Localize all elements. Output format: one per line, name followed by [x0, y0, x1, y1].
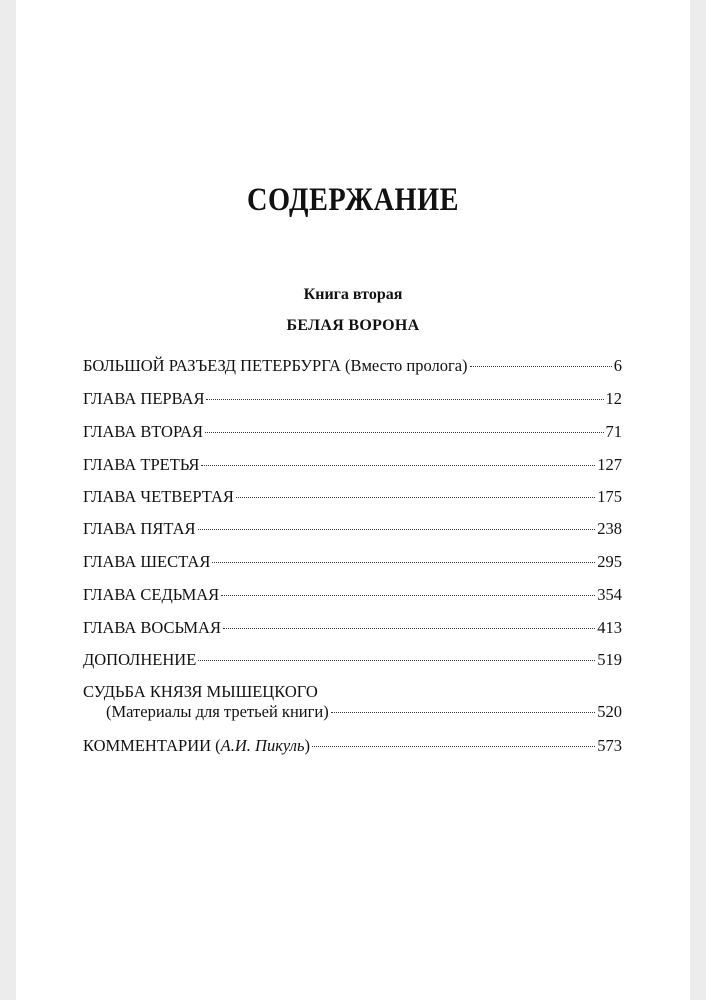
dot-leader: [221, 595, 595, 596]
toc-entry-chapter-5: [83, 519, 622, 539]
comments-label: КОММЕНТАРИИ (: [83, 736, 221, 755]
toc-entry-label: ГЛАВА ШЕСТАЯ: [83, 552, 211, 571]
toc-entry-label: ГЛАВА ПЕРВАЯ: [83, 389, 205, 408]
toc-entry-page: 295: [597, 552, 622, 571]
dot-leader: [331, 712, 596, 713]
toc-entry-chapter-7: [83, 585, 622, 605]
dot-leader: [312, 746, 595, 747]
toc-entry-chapter-6: [83, 552, 622, 572]
book-title-heading: БЕЛАЯ ВОРОНА: [286, 317, 420, 334]
toc-entry-chapter-1: [83, 389, 622, 409]
toc-entry-label: СУДЬБА КНЯЗЯ МЫШЕЦКОГО: [83, 682, 318, 701]
dot-leader: [470, 366, 612, 367]
dot-leader: [236, 497, 595, 498]
book-page: [16, 0, 690, 1000]
dot-leader: [205, 432, 604, 433]
toc-entry-subline: [83, 702, 622, 722]
dot-leader: [223, 628, 595, 629]
dot-leader: [206, 399, 603, 400]
toc-entry-label: ГЛАВА ЧЕТВЕРТАЯ: [83, 487, 234, 506]
toc-entry-chapter-4: [83, 487, 622, 507]
toc-entry-page: 175: [597, 487, 622, 506]
comments-close-paren: ): [304, 736, 310, 755]
toc-entry-page: 573: [597, 736, 622, 755]
dot-leader: [198, 660, 595, 661]
toc-entry-comments: [83, 736, 622, 756]
toc-entry-page: 354: [597, 585, 622, 604]
toc-entry-page: 127: [597, 455, 622, 474]
toc-entry-page: 519: [597, 650, 622, 669]
page-title: СОДЕРЖАНИЕ: [247, 182, 459, 218]
toc-entry-appendix: [83, 650, 622, 670]
toc-entry-fate-of-prince: [83, 682, 622, 722]
toc-entry-label: БОЛЬШОЙ РАЗЪЕЗД ПЕТЕРБУРГА (Вместо пролога): [83, 356, 468, 375]
toc-entry-label: ГЛАВА ПЯТАЯ: [83, 519, 196, 538]
toc-entry-label: ДОПОЛНЕНИЕ: [83, 650, 197, 669]
toc-entry-prologue: [83, 356, 622, 376]
toc-entry-label: ГЛАВА ТРЕТЬЯ: [83, 455, 200, 474]
comments-author: А.И. Пикуль: [220, 736, 305, 755]
toc-entry-label: [83, 736, 310, 756]
book-number-heading: Книга вторая: [303, 286, 403, 303]
toc-entry-label: ГЛАВА СЕДЬМАЯ: [83, 585, 220, 604]
toc-entry-page: 6: [613, 356, 622, 375]
toc-entry-chapter-2: [83, 422, 622, 442]
dot-leader: [201, 465, 595, 466]
toc-entry-page: 520: [597, 702, 622, 721]
dot-leader: [212, 562, 595, 563]
toc-entry-page: 238: [597, 519, 622, 538]
toc-entry-page: 12: [605, 389, 622, 408]
toc-entry-page: 413: [597, 618, 622, 637]
toc-entry-page: 71: [605, 422, 622, 441]
toc-entry-label: ГЛАВА ВТОРАЯ: [83, 422, 203, 441]
toc-entry-chapter-3: [83, 455, 622, 475]
dot-leader: [198, 529, 596, 530]
toc-entry-label: ГЛАВА ВОСЬМАЯ: [83, 618, 221, 637]
toc-entry-sublabel: (Материалы для третьей книги): [106, 702, 329, 721]
toc-entry-chapter-8: [83, 618, 622, 638]
